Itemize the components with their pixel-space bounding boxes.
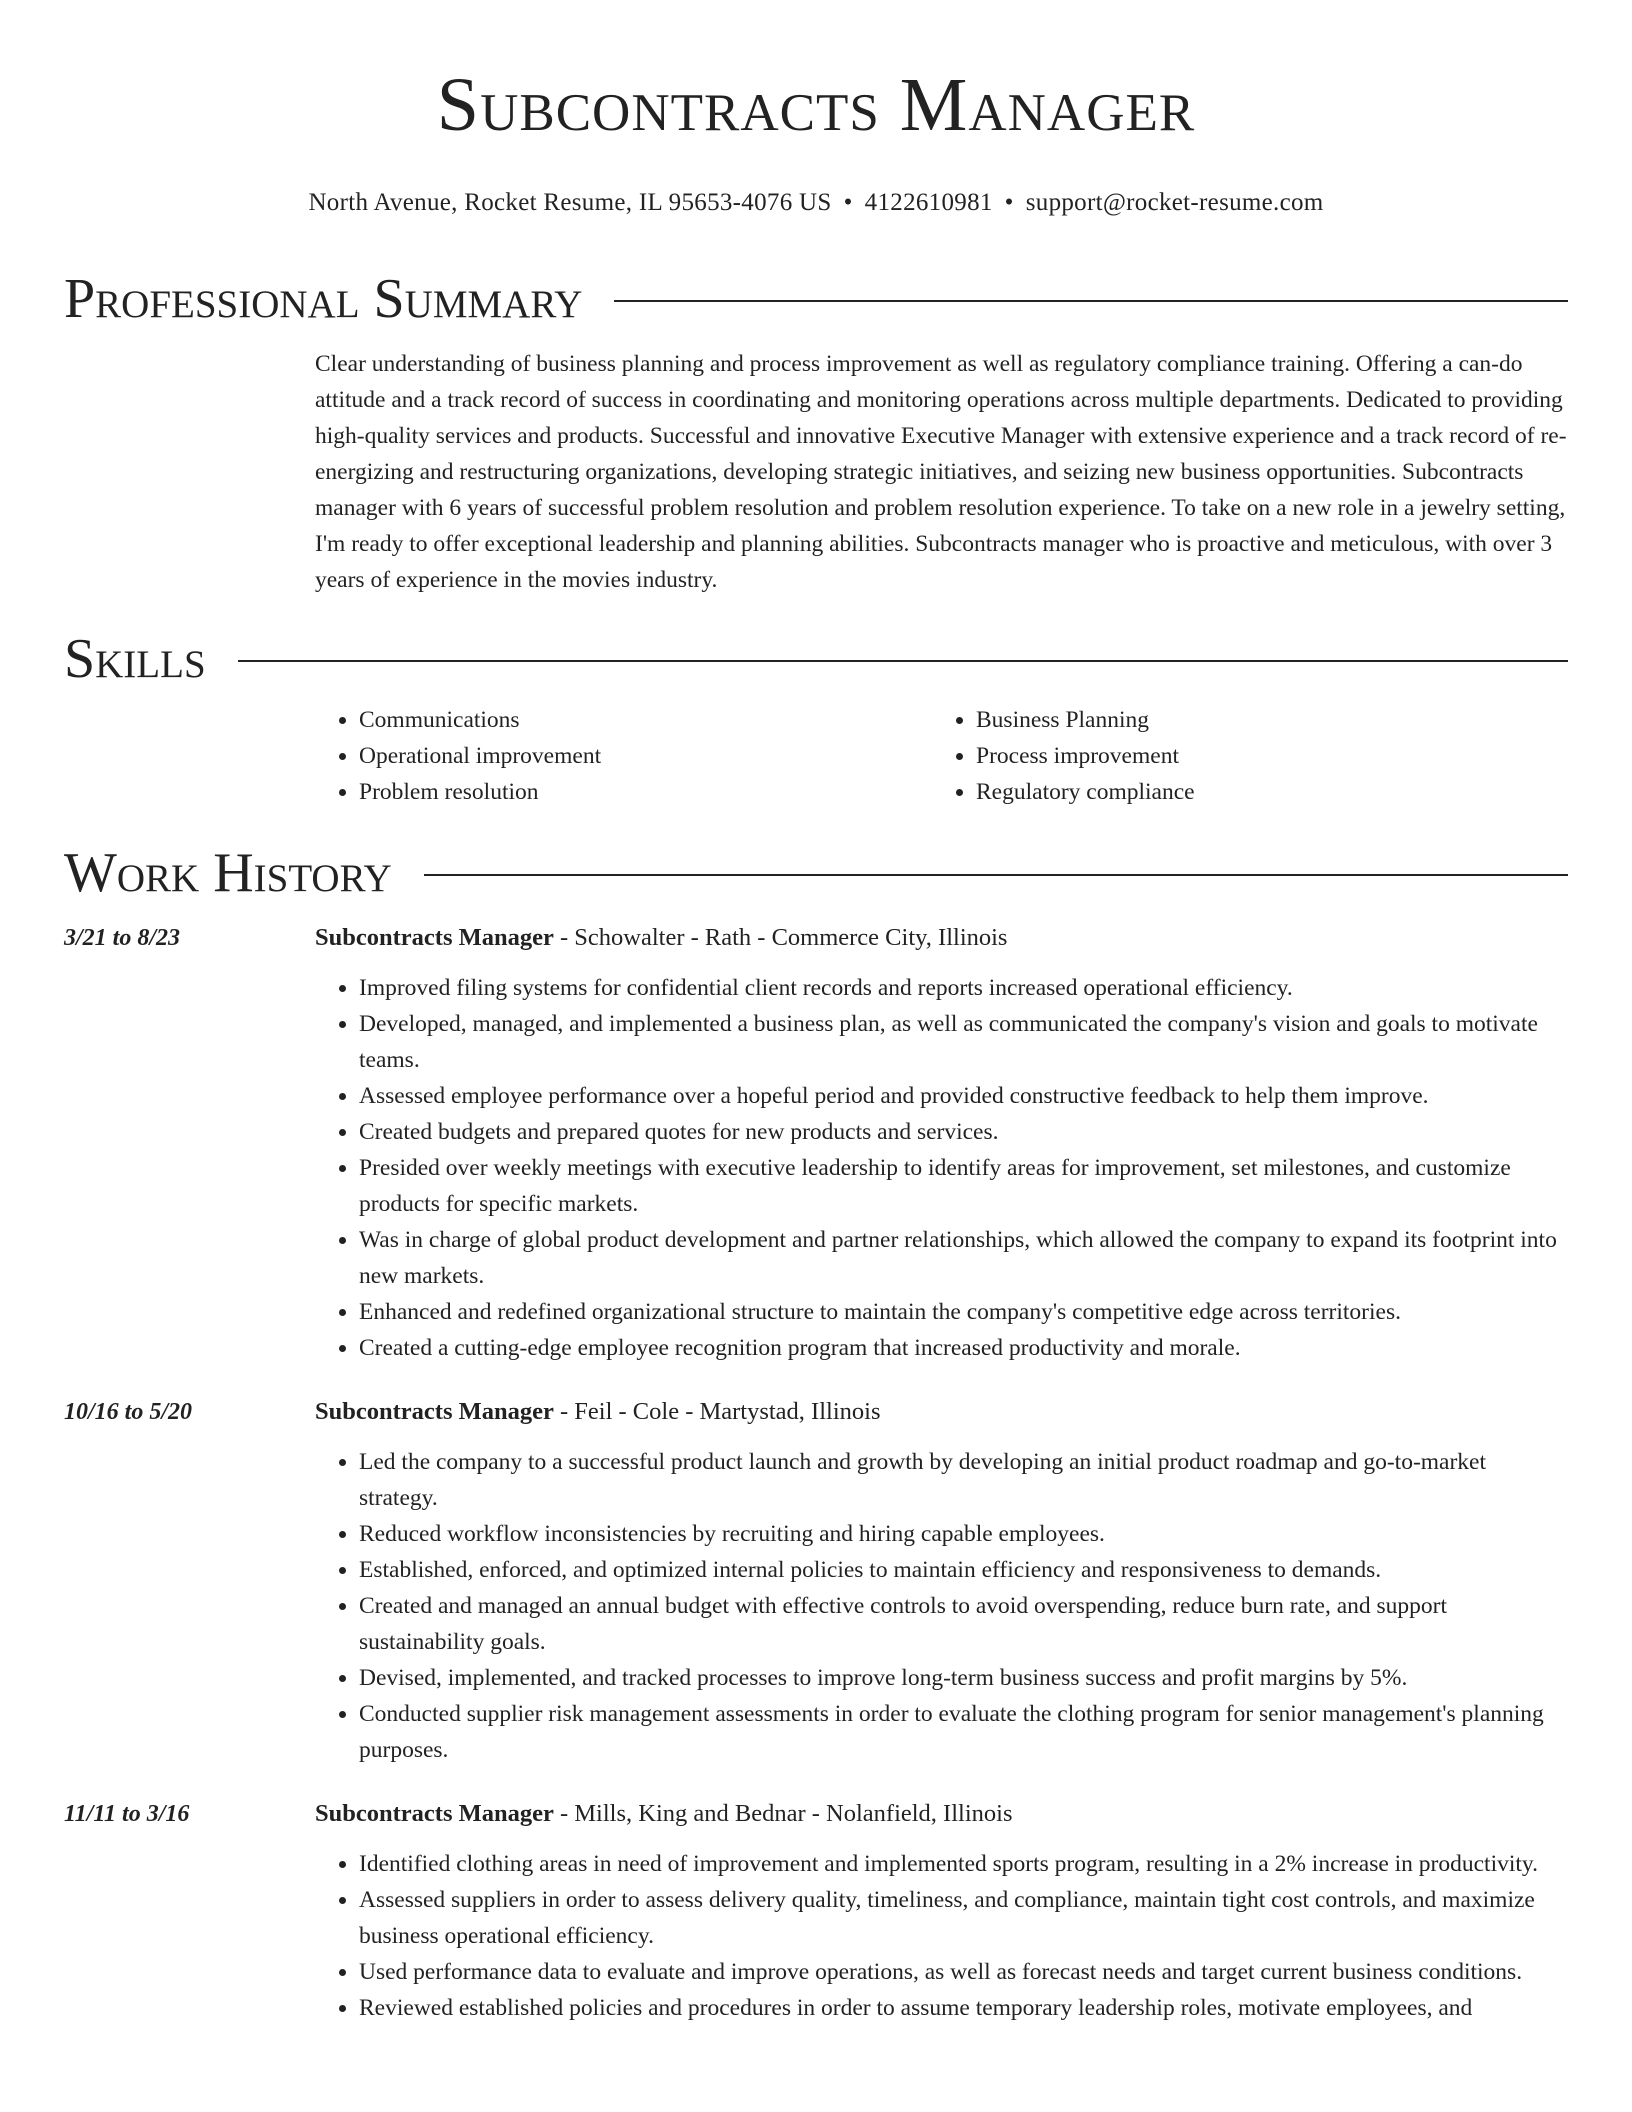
job-entry	[64, 1394, 1568, 1768]
job-bullet: • Created a cutting-edge employee recognition program that increased productivity and morale.	[359, 1330, 1568, 1366]
job-bullet: • Presided over weekly meetings with executive leadership to identify areas for improvement, set milestones, and customize products for specific markets.	[359, 1150, 1568, 1222]
job-title: Subcontracts Manager	[315, 1398, 554, 1425]
job-bullet: • Enhanced and redefined organizational structure to maintain the company's competitive edge across territories.	[359, 1294, 1568, 1330]
section-divider	[238, 660, 1568, 662]
skill-item: • Communications	[359, 702, 932, 738]
job-heading	[315, 1796, 1568, 1832]
job-bullet: • Assessed employee performance over a hopeful period and provided constructive feedback to help them improve.	[359, 1078, 1568, 1114]
job-body	[315, 920, 1568, 1366]
job-details: - Feil - Cole - Martystad, Illinois	[553, 1398, 881, 1425]
job-details: - Mills, King and Bednar - Nolanfield, Illinois	[553, 1800, 1013, 1827]
skills-column-left	[315, 702, 932, 810]
job-bullet: • Established, enforced, and optimized internal policies to maintain efficiency and responsiveness to demands.	[359, 1552, 1568, 1588]
job-dates: 11/11 to 3/16	[64, 1801, 190, 1827]
section-divider	[614, 300, 1568, 302]
job-bullets	[315, 1846, 1568, 2026]
job-details: - Schowalter - Rath - Commerce City, Illinois	[553, 924, 1008, 951]
job-title: Subcontracts Manager	[315, 1800, 554, 1827]
resume-page	[64, 0, 1568, 2026]
job-body	[315, 1796, 1568, 2026]
contact-email[interactable]: support@rocket-resume.com	[1025, 189, 1324, 216]
job-bullet: • Developed, managed, and implemented a business plan, as well as communicated the company's vision and goals to motivate teams.	[359, 1006, 1568, 1078]
skill-item: • Business Planning	[976, 702, 1549, 738]
section-divider	[424, 874, 1568, 876]
summary-heading: Professional Summary	[64, 268, 583, 330]
skills-list	[315, 702, 1568, 810]
skills-section-header	[64, 626, 1568, 692]
job-heading	[315, 920, 1568, 956]
skill-item: • Regulatory compliance	[976, 774, 1549, 810]
job-bullet: • Was in charge of global product development and partner relationships, which allowed the company to expand its footprint into new markets.	[359, 1222, 1568, 1294]
contact-separator: •	[1004, 189, 1014, 216]
skills-column-right	[932, 702, 1549, 810]
job-bullet: • Conducted supplier risk management assessments in order to evaluate the clothing program for senior management's planning purposes.	[359, 1696, 1568, 1768]
page-title: Subcontracts Manager	[436, 63, 1196, 147]
job-entry	[64, 920, 1568, 1366]
job-bullet: • Reviewed established policies and procedures in order to assume temporary leadership roles, motivate employees, and	[359, 1990, 1568, 2026]
job-bullet: • Devised, implemented, and tracked processes to improve long-term business success and profit margins by 5%.	[359, 1660, 1568, 1696]
skill-item: • Problem resolution	[359, 774, 932, 810]
job-dates: 10/16 to 5/20	[64, 1399, 193, 1425]
contact-line	[64, 188, 1568, 218]
contact-address: North Avenue, Rocket Resume, IL 95653-4076 US	[308, 189, 832, 216]
summary-section-header	[64, 266, 1568, 332]
job-entry	[64, 1796, 1568, 2026]
job-bullet: • Led the company to a successful product launch and growth by developing an initial product roadmap and go-to-market strategy.	[359, 1444, 1568, 1516]
job-bullet: • Improved filing systems for confidential client records and reports increased operational efficiency.	[359, 970, 1568, 1006]
job-body	[315, 1394, 1568, 1768]
job-bullet: • Created and managed an annual budget with effective controls to avoid overspending, reduce burn rate, and support sustainability goals.	[359, 1588, 1568, 1660]
job-bullet: • Assessed suppliers in order to assess delivery quality, timeliness, and compliance, maintain tight cost controls, and maximize business operational efficiency.	[359, 1882, 1568, 1954]
skills-heading: Skills	[64, 628, 206, 690]
contact-separator: •	[843, 189, 853, 216]
job-bullet: • Reduced workflow inconsistencies by recruiting and hiring capable employees.	[359, 1516, 1568, 1552]
work-section-header	[64, 840, 1568, 906]
contact-phone: 4122610981	[864, 189, 993, 216]
job-bullet: • Used performance data to evaluate and improve operations, as well as forecast needs and target current business conditions.	[359, 1954, 1568, 1990]
job-bullet: • Identified clothing areas in need of improvement and implemented sports program, resulting in a 2% increase in productivity.	[359, 1846, 1568, 1882]
skill-item: • Process improvement	[976, 738, 1549, 774]
job-bullets	[315, 1444, 1568, 1768]
job-heading	[315, 1394, 1568, 1430]
skill-item: • Operational improvement	[359, 738, 932, 774]
job-title: Subcontracts Manager	[315, 924, 554, 951]
job-dates: 3/21 to 8/23	[64, 925, 181, 951]
work-heading: Work History	[64, 842, 392, 904]
job-bullets	[315, 970, 1568, 1366]
summary-text: Clear understanding of business planning and process improvement as well as regulatory compliance training. Offering a can-do attitude and a track record of success in coordinating and monitoring operations across multiple departments. Dedicated to providing high-quality services and products. Successful and innovative Executive Manager with extensive experience and a track record of re-energizing and restructuring organizations, developing strategic initiatives, and seizing new business opportunities. Subcontracts manager with 6 years of successful problem resolution and problem resolution experience. To take on a new role in a jewelry setting, I'm ready to offer exceptional leadership and planning abilities. Subcontracts manager who is proactive and meticulous, with over 3 years of experience in the movies industry.	[315, 351, 1567, 593]
job-bullet: • Created budgets and prepared quotes for new products and services.	[359, 1114, 1568, 1150]
